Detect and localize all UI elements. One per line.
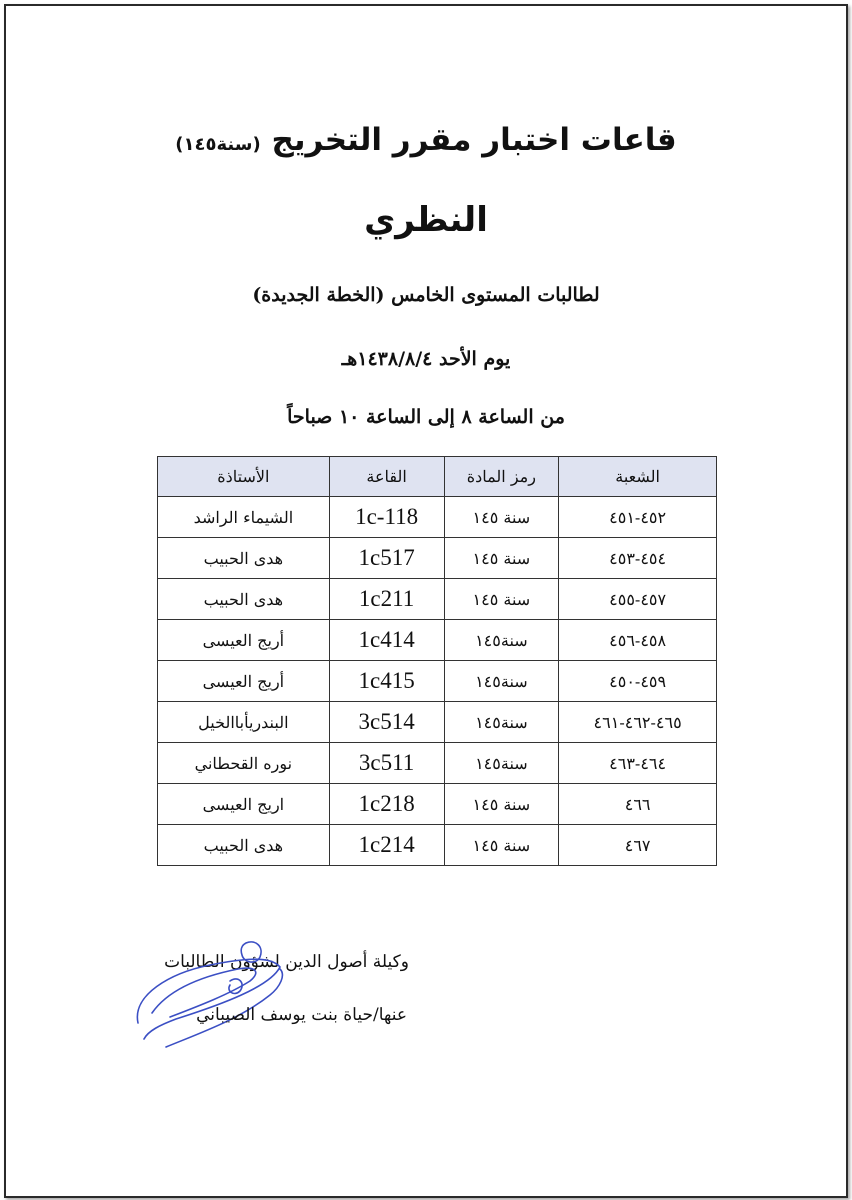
cell-course-code: سنة ١٤٥: [444, 784, 559, 825]
cell-course-code: سنة١٤٥: [444, 702, 559, 743]
cell-course-code: سنة١٤٥: [444, 743, 559, 784]
table-row: [158, 538, 717, 579]
document-title: [0, 122, 852, 158]
signature-strokes: [137, 942, 282, 1047]
cell-room: 1c211: [329, 579, 444, 620]
date-line: يوم الأحد ١٤٣٨/٨/٤هـ: [341, 348, 511, 370]
cell-section: ٤٥٤-٤٥٣: [559, 538, 717, 579]
cell-room: 3c514: [329, 702, 444, 743]
cell-course-code: سنة١٤٥: [444, 661, 559, 702]
cell-instructor: أريج العيسى: [158, 620, 330, 661]
table-row: [158, 620, 717, 661]
title-main: قاعات اختبار مقرر التخريج: [271, 122, 677, 158]
handwritten-signature: [130, 935, 300, 1055]
cell-section: ٤٦٥-٤٦٢-٤٦١: [559, 702, 717, 743]
cell-instructor: نوره القحطاني: [158, 743, 330, 784]
cell-course-code: سنة١٤٥: [444, 620, 559, 661]
cell-section: ٤٥٨-٤٥٦: [559, 620, 717, 661]
cell-instructor: البندريأباالخيل: [158, 702, 330, 743]
cell-section: ٤٦٦: [559, 784, 717, 825]
cell-instructor: هدى الحبيب: [158, 579, 330, 620]
signature-loop-outer: [137, 959, 280, 1039]
signature-role: وكيلة أصول الدين لشؤون الطالبات: [164, 952, 409, 972]
table-row: [158, 579, 717, 620]
cell-instructor: هدى الحبيب: [158, 538, 330, 579]
audience-line: لطالبات المستوى الخامس (الخطة الجديدة): [252, 284, 600, 306]
header-section: الشعبة: [559, 457, 717, 497]
table-row: [158, 702, 717, 743]
cell-room: 1c414: [329, 620, 444, 661]
cell-instructor: هدى الحبيب: [158, 825, 330, 866]
cell-course-code: سنة ١٤٥: [444, 497, 559, 538]
cell-section: ٤٦٤-٤٦٣: [559, 743, 717, 784]
cell-room: 1c-118: [329, 497, 444, 538]
table-row: [158, 497, 717, 538]
table-row: [158, 661, 717, 702]
cell-section: ٤٥٩-٤٥٠: [559, 661, 717, 702]
cell-section: ٤٦٧: [559, 825, 717, 866]
table-row: [158, 825, 717, 866]
exam-rooms-table: [157, 456, 717, 866]
cell-instructor: اريج العيسى: [158, 784, 330, 825]
cell-course-code: سنة ١٤٥: [444, 579, 559, 620]
cell-room: 1c517: [329, 538, 444, 579]
cell-room: 1c218: [329, 784, 444, 825]
cell-course-code: سنة ١٤٥: [444, 538, 559, 579]
cell-instructor: الشيماء الراشد: [158, 497, 330, 538]
header-room: القاعة: [329, 457, 444, 497]
cell-room: 1c415: [329, 661, 444, 702]
cell-course-code: سنة ١٤٥: [444, 825, 559, 866]
cell-section: ٤٥٢-٤٥١: [559, 497, 717, 538]
cell-room: 1c214: [329, 825, 444, 866]
table-header-row: [158, 457, 717, 497]
signature-name: عنها/حياة بنت يوسف الصيباني: [196, 1005, 407, 1025]
title-code: (سنة١٤٥): [175, 134, 261, 155]
time-line: من الساعة ٨ إلى الساعة ١٠ صباحاً: [287, 406, 565, 428]
table-row: [158, 784, 717, 825]
header-course-code: رمز المادة: [444, 457, 559, 497]
document-subtitle: النظري: [364, 200, 488, 240]
cell-room: 3c511: [329, 743, 444, 784]
cell-instructor: أريج العيسى: [158, 661, 330, 702]
cell-section: ٤٥٧-٤٥٥: [559, 579, 717, 620]
header-instructor: الأستاذة: [158, 457, 330, 497]
table-row: [158, 743, 717, 784]
